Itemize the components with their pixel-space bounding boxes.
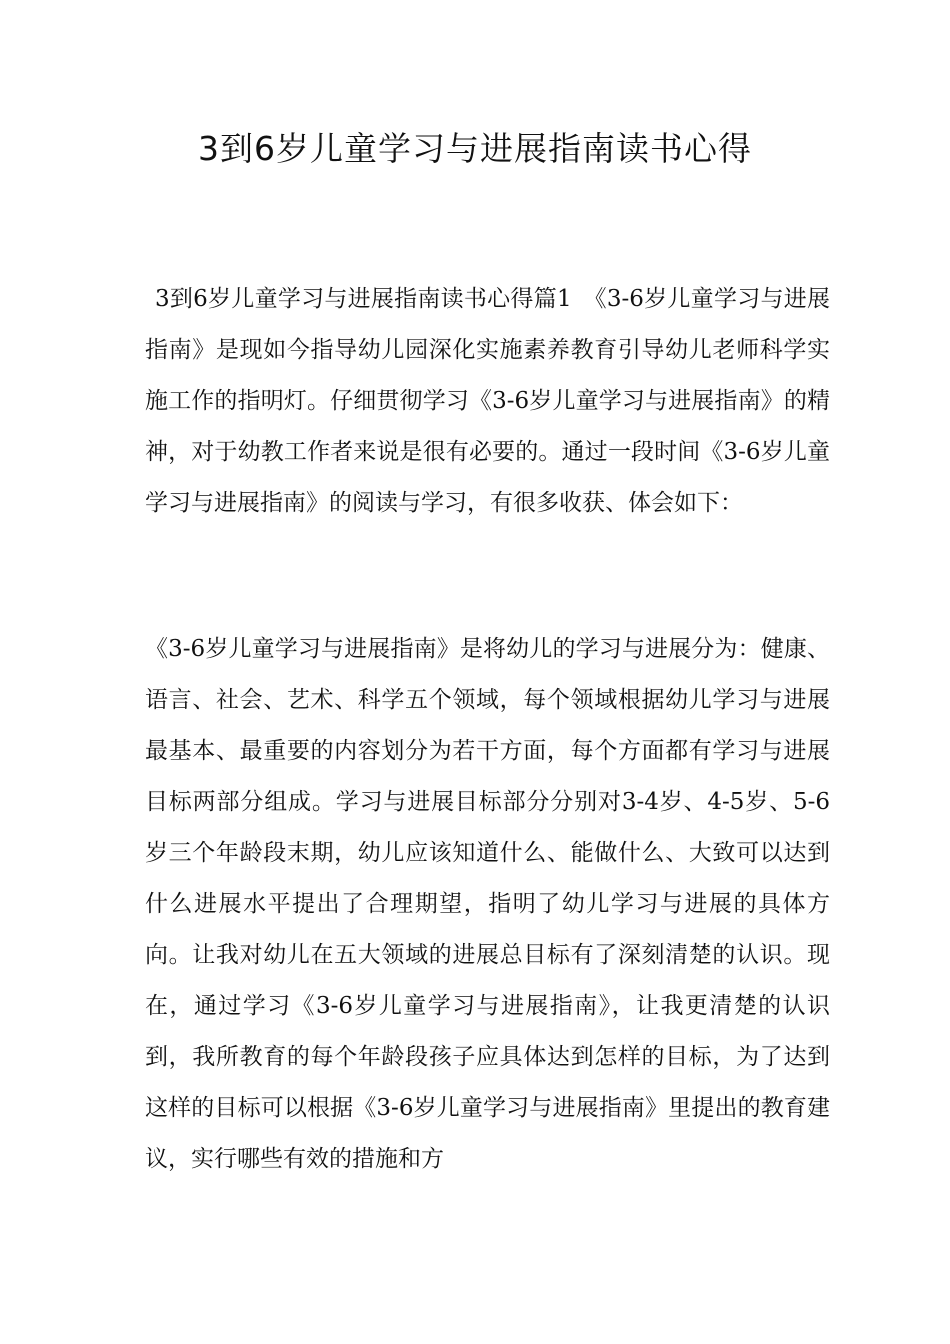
document-title: 3到6岁儿童学习与进展指南读书心得 bbox=[198, 129, 752, 168]
paragraph-1: 3到6岁儿童学习与进展指南读书心得篇1 《3-6岁儿童学习与进展指南》是现如今指导幼儿园深化实施素养教育引导幼儿老师科学实施工作的指明灯。仔细贯彻学习《3-6岁儿童学习与进展指南》的精神，对于幼教工作者来说是很有必要的。通过一段时间《3-6岁儿童学习与进展指南》的阅读与学习，有很多收获、体会如下： bbox=[145, 286, 830, 516]
paragraph-2: 《3-6岁儿童学习与进展指南》是将幼儿的学习与进展分为：健康、语言、社会、艺术、科学五个领域，每个领域根据幼儿学习与进展最基本、最重要的内容划分为若干方面，每个方面都有学习与进展目标两部分组成。学习与进展目标部分分别对3-4岁、4-5岁、5-6岁三个年龄段末期，幼儿应该知道什么、能做什么、大致可以达到什么进展水平提出了合理期望，指明了幼儿学习与进展的具体方向。让我对幼儿在五大领域的进展总目标有了深刻清楚的认识。现在，通过学习《3-6岁儿童学习与进展指南》，让我更清楚的认识到，我所教育的每个年龄段孩子应具体达到怎样的目标，为了达到这样的目标可以根据《3-6岁儿童学习与进展指南》里提出的教育建议，实行哪些有效的措施和方 bbox=[145, 636, 830, 1172]
